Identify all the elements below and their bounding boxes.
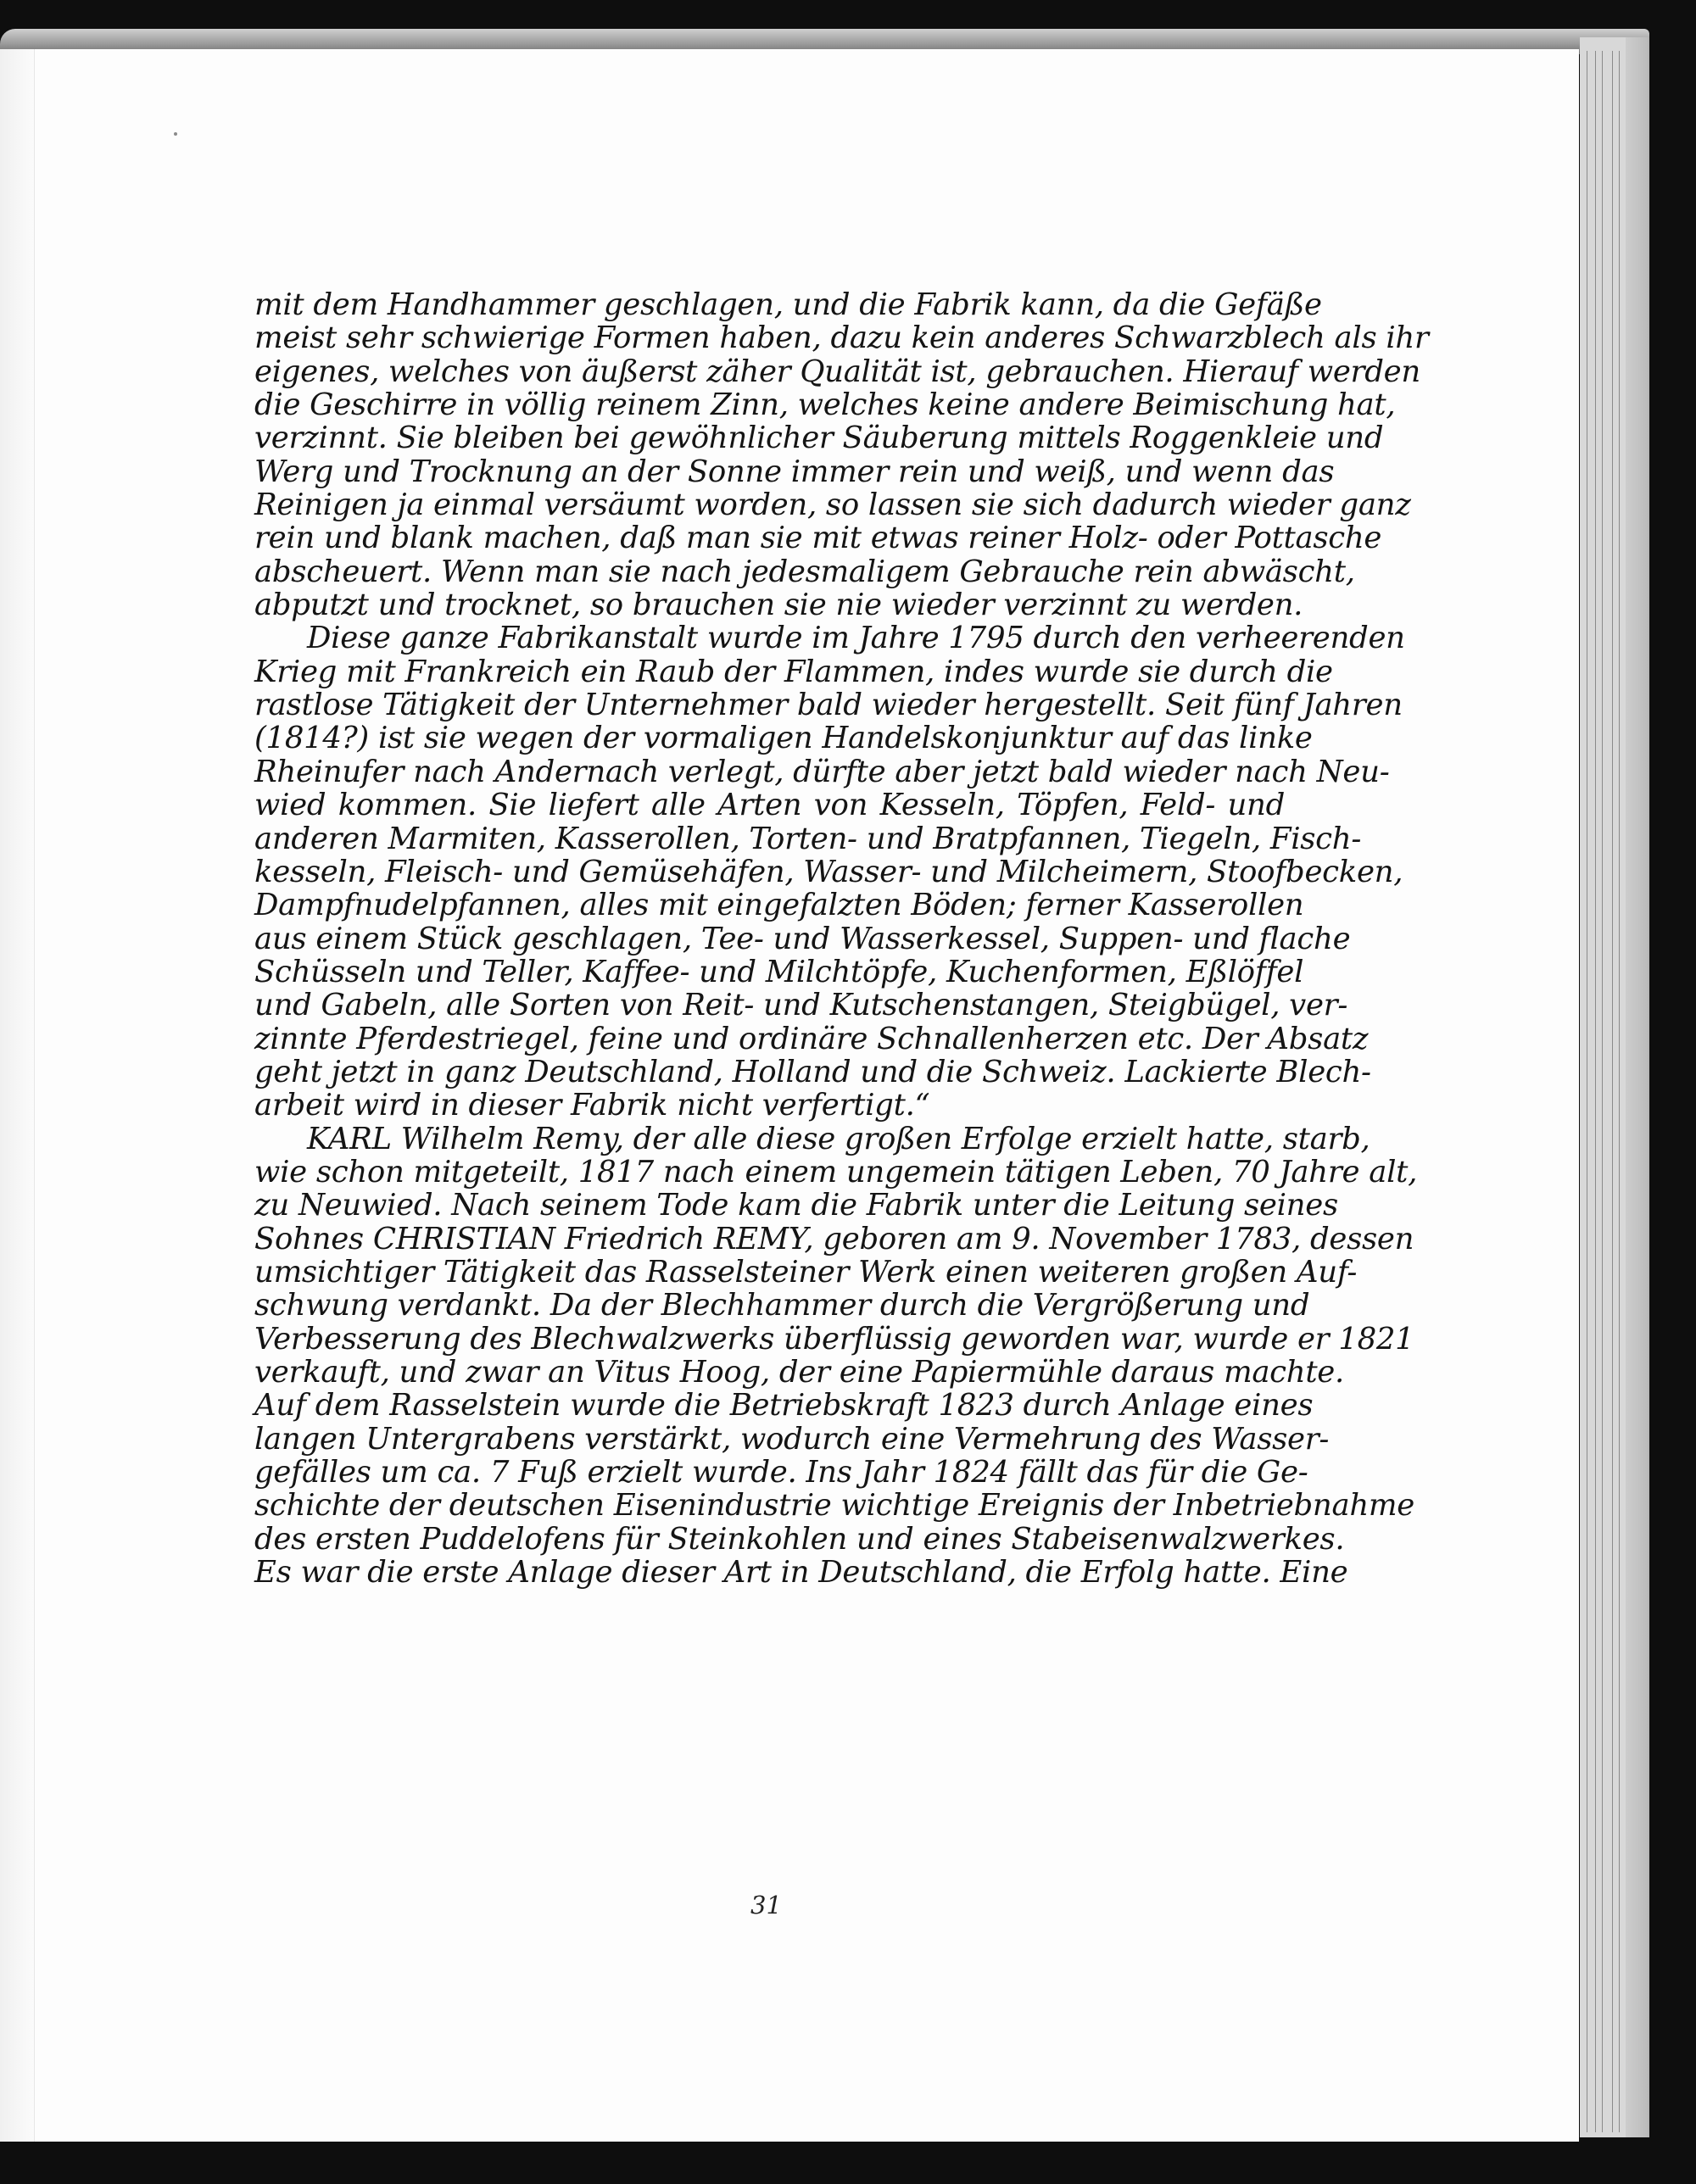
text-line: Dampfnudelpfannen, alles mit eingefalzten Böden; ferner Kasserollen xyxy=(254,888,1304,923)
text-line: Es war die erste Anlage dieser Art in Deutschland, die Erfolg hatte. Eine xyxy=(254,1555,1348,1591)
text-line: kesseln, Fleisch- und Gemüsehäfen, Wasser- und Milcheimern, Stoofbecken, xyxy=(254,854,1403,889)
text-line: Diese ganze Fabrikanstalt wurde im Jahre 1795 durch den verheerenden xyxy=(307,621,1405,656)
text-line: zu Neuwied. Nach seinem Tode kam die Fabrik unter die Leitung seines xyxy=(254,1188,1338,1223)
gutter-shadow xyxy=(0,49,35,2142)
page-leaf-line xyxy=(1602,51,1603,2132)
text-line: umsichtiger Tätigkeit das Rasselsteiner Werk einen weiteren großen Auf- xyxy=(254,1254,1358,1290)
text-line: (1814?) ist sie wegen der vormaligen Handelskonjunktur auf das linke xyxy=(254,721,1313,756)
text-line: meist sehr schwierige Formen haben, dazu kein anderes Schwarzblech als ihr xyxy=(254,320,1429,356)
text-line: Krieg mit Frankreich ein Raub der Flammen, indes wurde sie durch die xyxy=(254,654,1333,689)
paragraph xyxy=(254,1121,1418,1591)
text-line: Reinigen ja einmal versäumt worden, so lassen sie sich dadurch wieder ganz xyxy=(254,488,1411,523)
text-line: Rheinufer nach Andernach verlegt, dürfte aber jetzt bald wieder nach Neu- xyxy=(254,754,1390,789)
text-line: schichte der deutschen Eisenindustrie wichtige Ereignis der Inbetriebnahme xyxy=(254,1488,1414,1524)
text-line: aus einem Stück geschlagen, Tee- und Wasserkessel, Suppen- und flache xyxy=(254,921,1351,956)
text-line: KARL Wilhelm Remy, der alle diese großen Erfolge erzielt hatte, starb, xyxy=(307,1121,1370,1156)
page-leaf-line xyxy=(1619,51,1620,2132)
text-line: Schüsseln und Teller, Kaffee- und Milchtöpfe, Kuchenformen, Eßlöffel xyxy=(254,954,1304,989)
text-line: des ersten Puddelofens für Steinkohlen und eines Stabeisenwalzwerkes. xyxy=(254,1521,1345,1557)
text-line: schwung verdankt. Da der Blechhammer durch die Vergrößerung und xyxy=(254,1288,1310,1323)
text-line: verkauft, und zwar an Vitus Hoog, der eine Papiermühle daraus machte. xyxy=(254,1355,1344,1390)
text-line: Auf dem Rasselstein wurde die Betriebskraft 1823 durch Anlage eines xyxy=(254,1388,1314,1424)
paragraph xyxy=(254,287,1429,623)
text-line: anderen Marmiten, Kasserollen, Torten- und Bratpfannen, Tiegeln, Fisch- xyxy=(254,821,1362,856)
page-sheet xyxy=(0,49,1579,2142)
text-line: langen Untergrabens verstärkt, wodurch eine Vermehrung des Wasser- xyxy=(254,1421,1330,1457)
text-line: Verbesserung des Blechwalzwerks überflüssig geworden war, wurde er 1821 xyxy=(254,1321,1414,1357)
text-line: abscheuert. Wenn man sie nach jedesmaligem Gebrauche rein abwäscht, xyxy=(254,554,1355,589)
text-line: Sohnes CHRISTIAN Friedrich REMY, geboren am 9. November 1783, dessen xyxy=(254,1221,1414,1256)
page-stack-edge xyxy=(1580,37,1649,2137)
text-line: wied kommen. Sie liefert alle Arten von Kesseln, Töpfen, Feld- und xyxy=(254,788,1285,823)
paragraph xyxy=(254,621,1405,1123)
text-line: geht jetzt in ganz Deutschland, Holland und die Schweiz. Lackierte Blech- xyxy=(254,1054,1371,1089)
text-line: und Gabeln, alle Sorten von Reit- und Kutschenstangen, Steigbügel, ver- xyxy=(254,988,1348,1023)
page-leaf-line xyxy=(1612,51,1613,2132)
text-line: rein und blank machen, daß man sie mit etwas reiner Holz- oder Pottasche xyxy=(254,521,1382,556)
page-leaf-line xyxy=(1595,51,1596,2132)
text-line: die Geschirre in völlig reinem Zinn, welches keine andere Beimischung hat, xyxy=(254,387,1396,423)
text-line: arbeit wird in dieser Fabrik nicht verfertigt.“ xyxy=(254,1088,930,1123)
book-cover-side-edge xyxy=(1626,37,1648,2137)
paper-speck xyxy=(174,132,177,136)
text-line: wie schon mitgeteilt, 1817 nach einem ungemein tätigen Leben, 70 Jahre alt, xyxy=(254,1154,1418,1190)
page-number: 31 xyxy=(750,1891,782,1919)
text-line: abputzt und trocknet, so brauchen sie nie wieder verzinnt zu werden. xyxy=(254,588,1303,623)
text-line: rastlose Tätigkeit der Unternehmer bald wieder hergestellt. Seit fünf Jahren xyxy=(254,688,1403,723)
body-text xyxy=(254,287,1429,1591)
text-line: eigenes, welches von äußerst zäher Qualität ist, gebrauchen. Hierauf werden xyxy=(254,354,1420,389)
text-line: verzinnt. Sie bleiben bei gewöhnlicher Säuberung mittels Roggenkleie und xyxy=(254,421,1384,456)
text-line: gefälles um ca. 7 Fuß erzielt wurde. Ins Jahr 1824 fällt das für die Ge- xyxy=(254,1455,1308,1490)
text-line: zinnte Pferdestriegel, feine und ordinäre Schnallenherzen etc. Der Absatz xyxy=(254,1021,1369,1056)
text-line: Werg und Trocknung an der Sonne immer rein und weiß, und wenn das xyxy=(254,454,1335,489)
text-line: mit dem Handhammer geschlagen, und die Fabrik kann, da die Gefäße xyxy=(254,287,1322,322)
